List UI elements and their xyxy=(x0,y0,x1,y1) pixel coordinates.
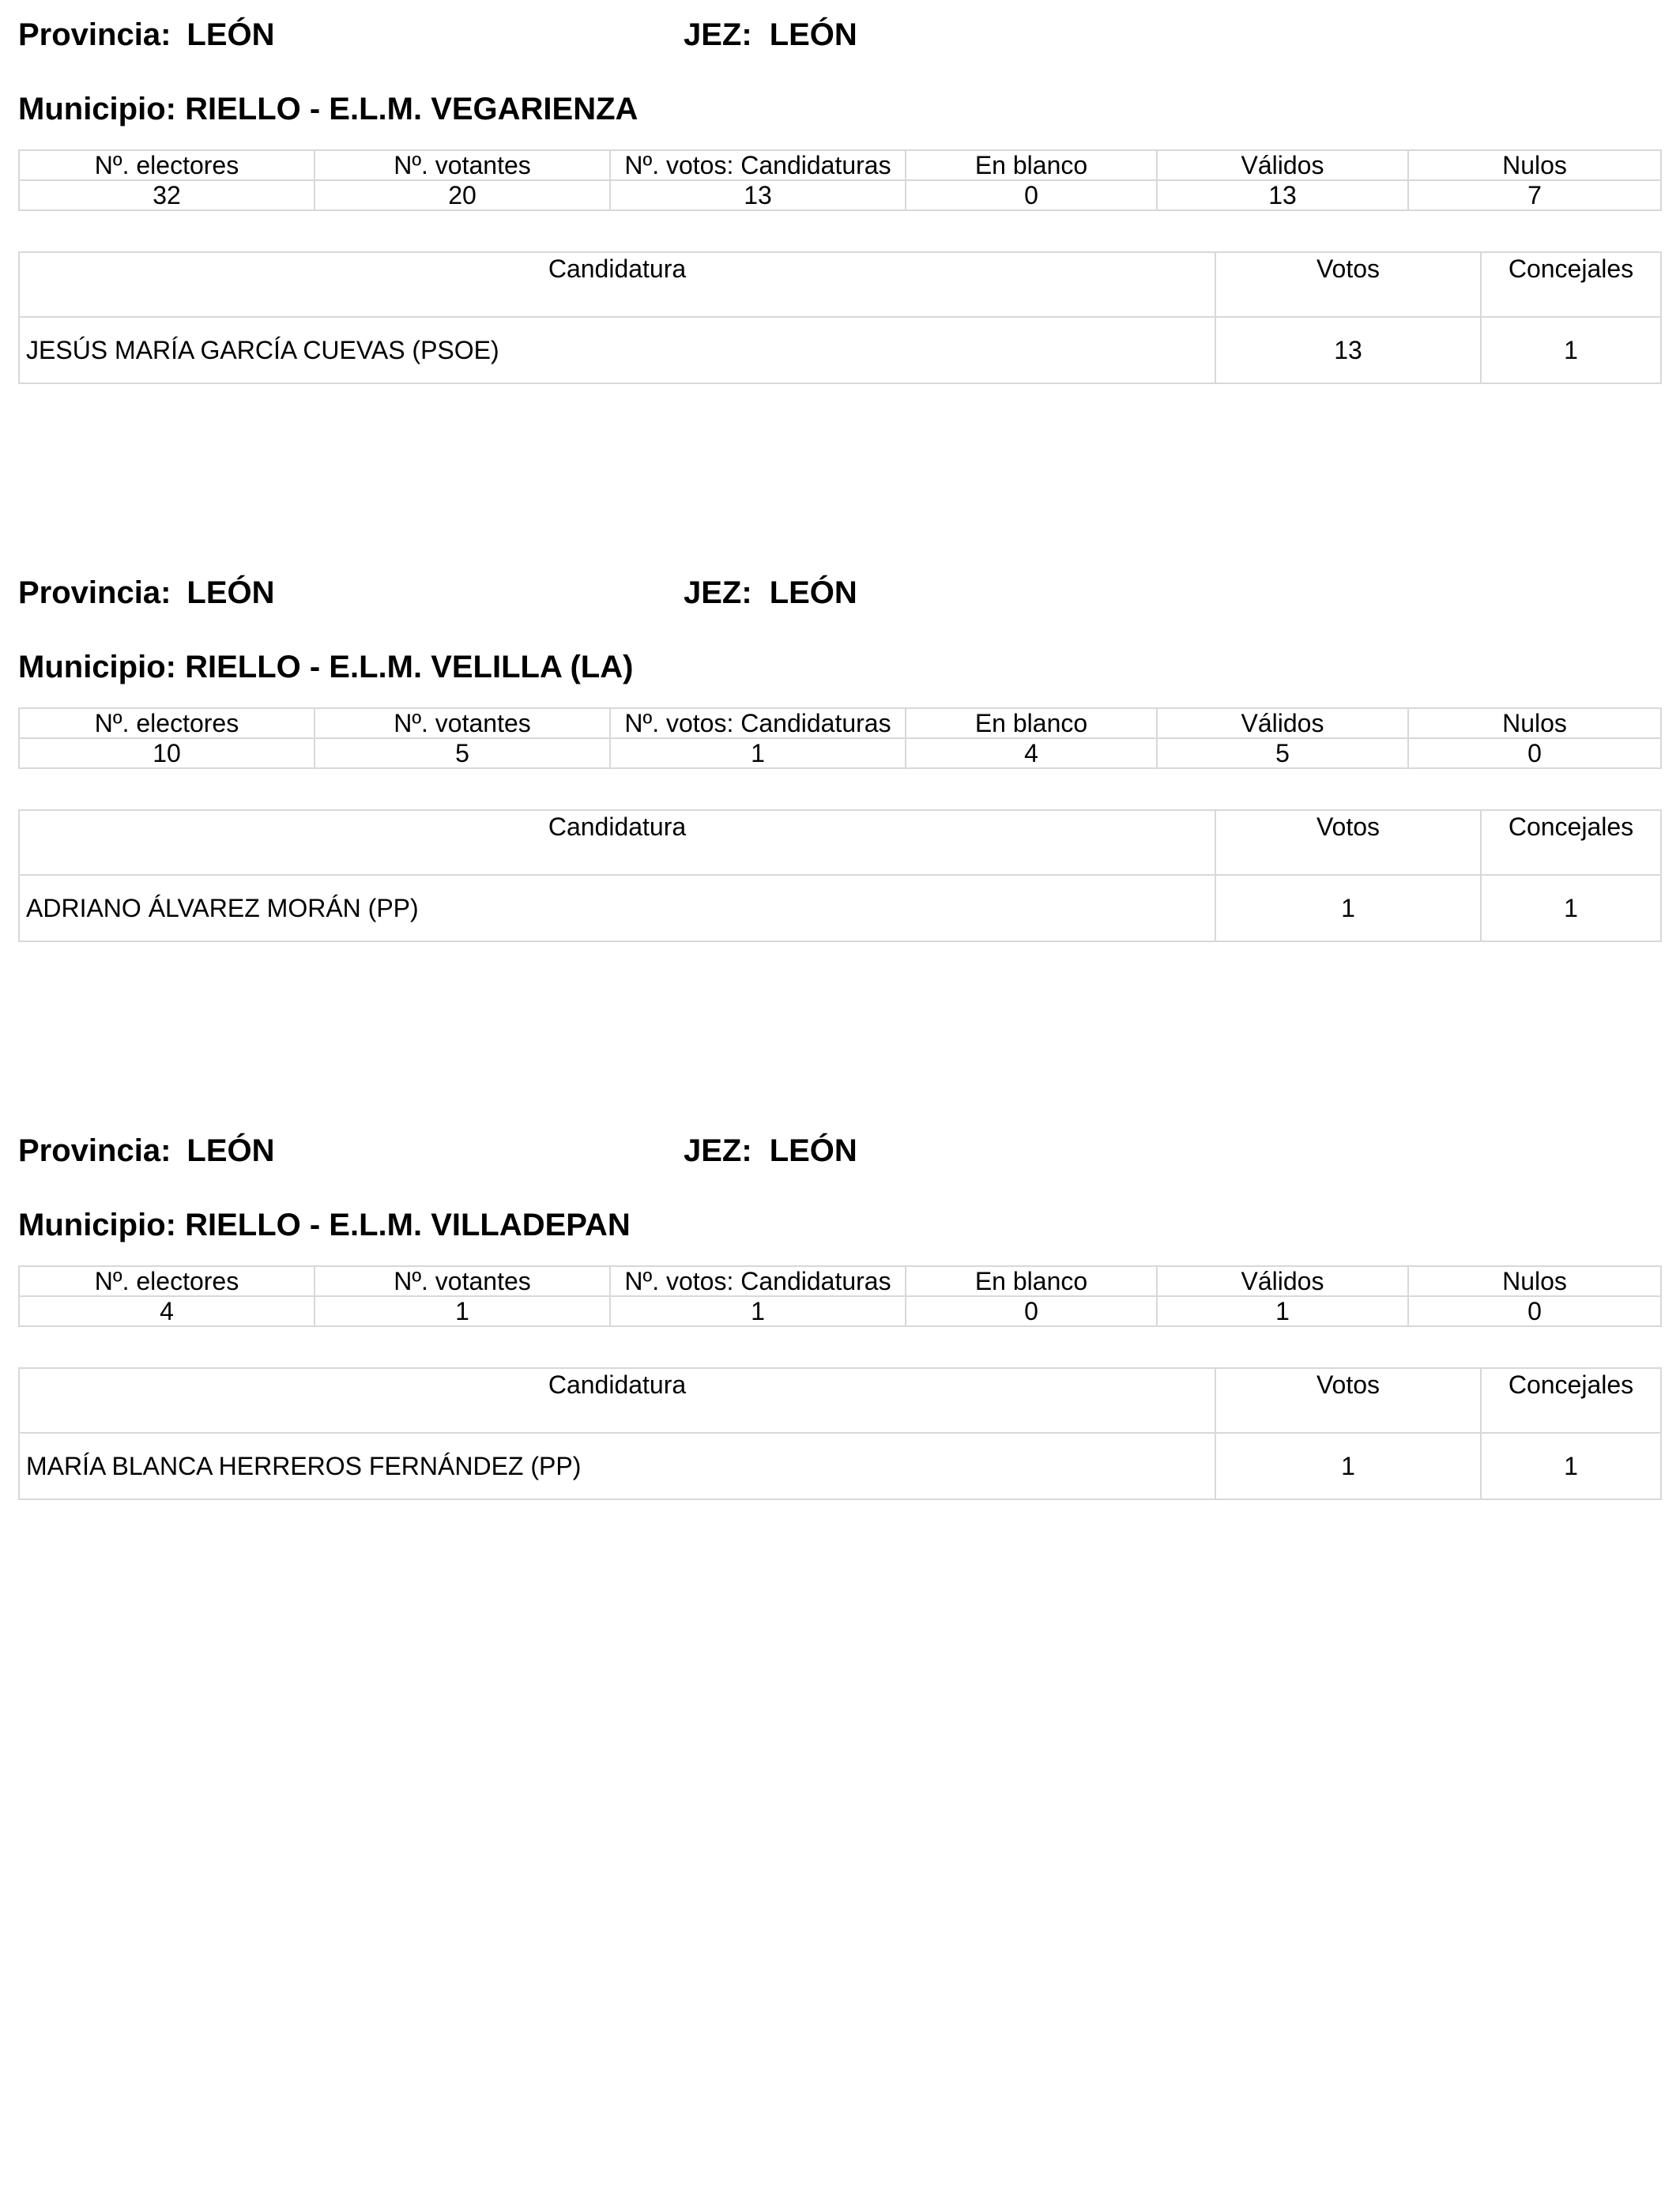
stat-value: 0 xyxy=(1408,1296,1661,1326)
stat-value: 0 xyxy=(1408,738,1661,768)
stats-table xyxy=(18,707,1662,769)
stat-value: 10 xyxy=(19,738,315,768)
provincia-label: Provincia: xyxy=(18,17,171,52)
candidates-header-row xyxy=(19,252,1661,317)
table-row xyxy=(19,317,1661,383)
provincia-value: LEÓN xyxy=(186,575,275,610)
jez-value: LEÓN xyxy=(769,575,857,610)
provincia-label: Provincia: xyxy=(18,1133,171,1168)
stats-header-row xyxy=(19,150,1661,180)
cand-header-candidatura: Candidatura xyxy=(19,252,1215,317)
provincia-label: Provincia: xyxy=(18,575,171,610)
jez xyxy=(684,1127,857,1174)
candidate-concejales: 1 xyxy=(1481,317,1661,383)
candidate-concejales: 1 xyxy=(1481,1433,1661,1499)
stats-value-row xyxy=(19,738,1661,768)
stat-value: 13 xyxy=(1157,180,1408,210)
stat-header: Nº. votos: Candidaturas xyxy=(610,150,906,180)
stat-header: Nº. electores xyxy=(19,150,315,180)
provincia-value: LEÓN xyxy=(186,17,275,52)
stat-value: 5 xyxy=(1157,738,1408,768)
municipio-value: RIELLO - E.L.M. VEGARIENZA xyxy=(185,92,638,126)
candidate-concejales: 1 xyxy=(1481,875,1661,941)
municipio-value: RIELLO - E.L.M. VILLADEPAN xyxy=(185,1208,631,1242)
candidate-name: ADRIANO ÁLVAREZ MORÁN (PP) xyxy=(19,875,1215,941)
stat-header: Nº. votos: Candidaturas xyxy=(610,708,906,738)
provincia-value: LEÓN xyxy=(186,1133,275,1168)
stat-header: Nº. electores xyxy=(19,1266,315,1296)
stats-value-row xyxy=(19,1296,1661,1326)
stat-header: Nº. votantes xyxy=(315,1266,610,1296)
municipio-title xyxy=(18,85,638,133)
stats-value-row xyxy=(19,180,1661,210)
stat-header: Válidos xyxy=(1157,150,1408,180)
header-line xyxy=(18,569,1660,616)
stat-header: Válidos xyxy=(1157,1266,1408,1296)
stat-value: 4 xyxy=(906,738,1157,768)
stat-value: 1 xyxy=(1157,1296,1408,1326)
candidates-header-row xyxy=(19,810,1661,875)
stat-value: 7 xyxy=(1408,180,1661,210)
jez-label: JEZ: xyxy=(684,1133,752,1168)
table-row xyxy=(19,875,1661,941)
stat-header: Nº. votantes xyxy=(315,150,610,180)
stat-header: Nulos xyxy=(1408,708,1661,738)
jez xyxy=(684,569,857,616)
jez xyxy=(684,11,857,58)
stats-header-row xyxy=(19,708,1661,738)
header-line xyxy=(18,11,1660,58)
candidate-votos: 1 xyxy=(1215,875,1481,941)
cand-header-concejales: Concejales xyxy=(1481,810,1661,875)
stat-value: 5 xyxy=(315,738,610,768)
jez-value: LEÓN xyxy=(769,1133,857,1168)
candidate-name: JESÚS MARÍA GARCÍA CUEVAS (PSOE) xyxy=(19,317,1215,383)
cand-header-votos: Votos xyxy=(1215,252,1481,317)
municipio-label: Municipio: xyxy=(18,650,176,684)
candidates-header-row xyxy=(19,1368,1661,1433)
stat-header: Nº. votantes xyxy=(315,708,610,738)
cand-header-votos: Votos xyxy=(1215,1368,1481,1433)
candidates-table xyxy=(18,809,1662,942)
stat-header: En blanco xyxy=(906,150,1157,180)
municipio-title xyxy=(18,1201,631,1249)
cand-header-candidatura: Candidatura xyxy=(19,1368,1215,1433)
stat-header: Nulos xyxy=(1408,150,1661,180)
provincia xyxy=(18,11,275,58)
provincia xyxy=(18,569,275,616)
table-row xyxy=(19,1433,1661,1499)
stats-table xyxy=(18,149,1662,211)
jez-label: JEZ: xyxy=(684,17,752,52)
jez-value: LEÓN xyxy=(769,17,857,52)
stat-value: 1 xyxy=(315,1296,610,1326)
stat-value: 20 xyxy=(315,180,610,210)
candidates-table xyxy=(18,1367,1662,1500)
stat-value: 1 xyxy=(610,1296,906,1326)
stat-value: 32 xyxy=(19,180,315,210)
municipio-title xyxy=(18,643,633,691)
cand-header-concejales: Concejales xyxy=(1481,1368,1661,1433)
stat-header: Nº. votos: Candidaturas xyxy=(610,1266,906,1296)
municipio-label: Municipio: xyxy=(18,92,176,126)
stat-value: 4 xyxy=(19,1296,315,1326)
cand-header-votos: Votos xyxy=(1215,810,1481,875)
stat-header: Válidos xyxy=(1157,708,1408,738)
stat-header: Nº. electores xyxy=(19,708,315,738)
candidates-table xyxy=(18,251,1662,384)
stats-table xyxy=(18,1265,1662,1327)
stat-value: 1 xyxy=(610,738,906,768)
stat-value: 0 xyxy=(906,180,1157,210)
provincia xyxy=(18,1127,275,1174)
stats-header-row xyxy=(19,1266,1661,1296)
cand-header-candidatura: Candidatura xyxy=(19,810,1215,875)
stat-header: En blanco xyxy=(906,1266,1157,1296)
municipio-label: Municipio: xyxy=(18,1208,176,1242)
jez-label: JEZ: xyxy=(684,575,752,610)
candidate-votos: 13 xyxy=(1215,317,1481,383)
header-line xyxy=(18,1127,1660,1174)
stat-value: 0 xyxy=(906,1296,1157,1326)
stat-value: 13 xyxy=(610,180,906,210)
cand-header-concejales: Concejales xyxy=(1481,252,1661,317)
candidate-name: MARÍA BLANCA HERREROS FERNÁNDEZ (PP) xyxy=(19,1433,1215,1499)
stat-header: En blanco xyxy=(906,708,1157,738)
candidate-votos: 1 xyxy=(1215,1433,1481,1499)
municipio-value: RIELLO - E.L.M. VELILLA (LA) xyxy=(185,650,634,684)
stat-header: Nulos xyxy=(1408,1266,1661,1296)
